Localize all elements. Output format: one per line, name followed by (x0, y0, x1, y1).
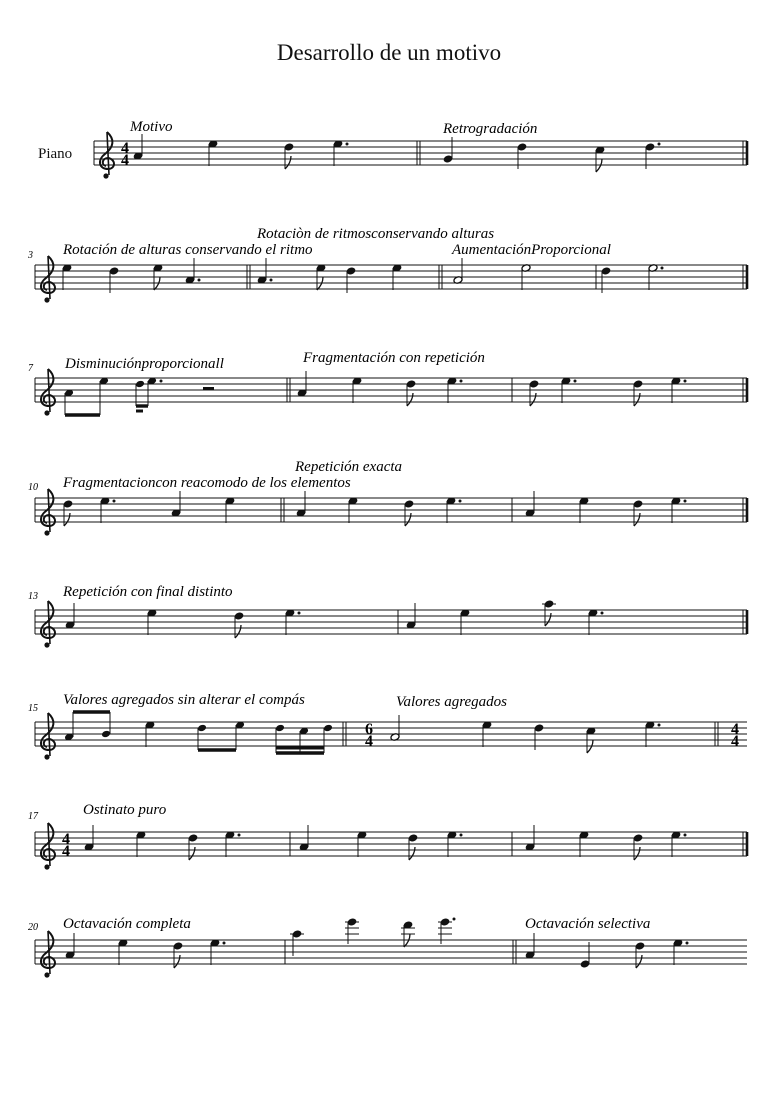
section-label: Valores agregados sin alterar el compás (63, 692, 305, 708)
treble-clef (41, 713, 55, 760)
section-label: Fragmentacioncon reacomodo de los elementos (63, 475, 351, 491)
treble-clef (41, 369, 55, 416)
treble-clef (41, 256, 55, 303)
measure-number: 3 (28, 250, 33, 261)
instrument-label: Piano (38, 146, 73, 162)
section-label: Fragmentación con repetición (303, 350, 485, 366)
note (323, 724, 333, 733)
time-signature-change-den: 4 (731, 733, 739, 750)
time-signature-den: 4 (121, 152, 129, 169)
score-title: Desarrollo de un motivo (276, 40, 502, 65)
note (197, 724, 207, 733)
time-signature-den: 4 (62, 843, 70, 860)
section-label: Retrogradación (443, 121, 538, 137)
treble-clef (41, 601, 55, 648)
note (275, 724, 285, 733)
section-label: Disminuciónproporcionall (65, 356, 224, 372)
time-signature-num: 4 (121, 140, 129, 157)
time-signature-change-num: 4 (731, 721, 739, 738)
section-label: Octavación completa (63, 916, 191, 932)
section-label: AumentaciónProporcional (452, 242, 611, 258)
time-signature-num: 4 (62, 831, 70, 848)
section-label: Octavación selectiva (525, 916, 651, 932)
treble-clef (41, 489, 55, 536)
measure-number: 7 (28, 363, 33, 374)
measure-number: 10 (28, 482, 38, 493)
augmentation-dot (160, 380, 163, 383)
section-label: Repetición con final distinto (63, 584, 233, 600)
treble-clef (41, 823, 55, 870)
section-label: Rotaciòn de ritmosconservando alturas (257, 226, 495, 242)
treble-clef (100, 132, 114, 179)
note (101, 730, 111, 739)
note (135, 380, 145, 389)
section-label: Motivo (130, 119, 173, 135)
treble-clef (41, 931, 55, 978)
measure-number: 20 (28, 922, 38, 933)
measure-number: 17 (28, 811, 38, 822)
section-label: Ostinato puro (83, 802, 167, 818)
note (401, 921, 415, 947)
time-signature-change-num: 6 (365, 721, 373, 738)
measure-number: 15 (28, 703, 38, 714)
section-label: Rotación de alturas conservando el ritmo (63, 242, 313, 258)
section-label: Valores agregados (396, 694, 507, 710)
measure-number: 13 (28, 591, 38, 602)
section-label: Repetición exacta (295, 459, 403, 475)
time-signature-change-den: 4 (365, 733, 373, 750)
half-rest (203, 387, 214, 390)
